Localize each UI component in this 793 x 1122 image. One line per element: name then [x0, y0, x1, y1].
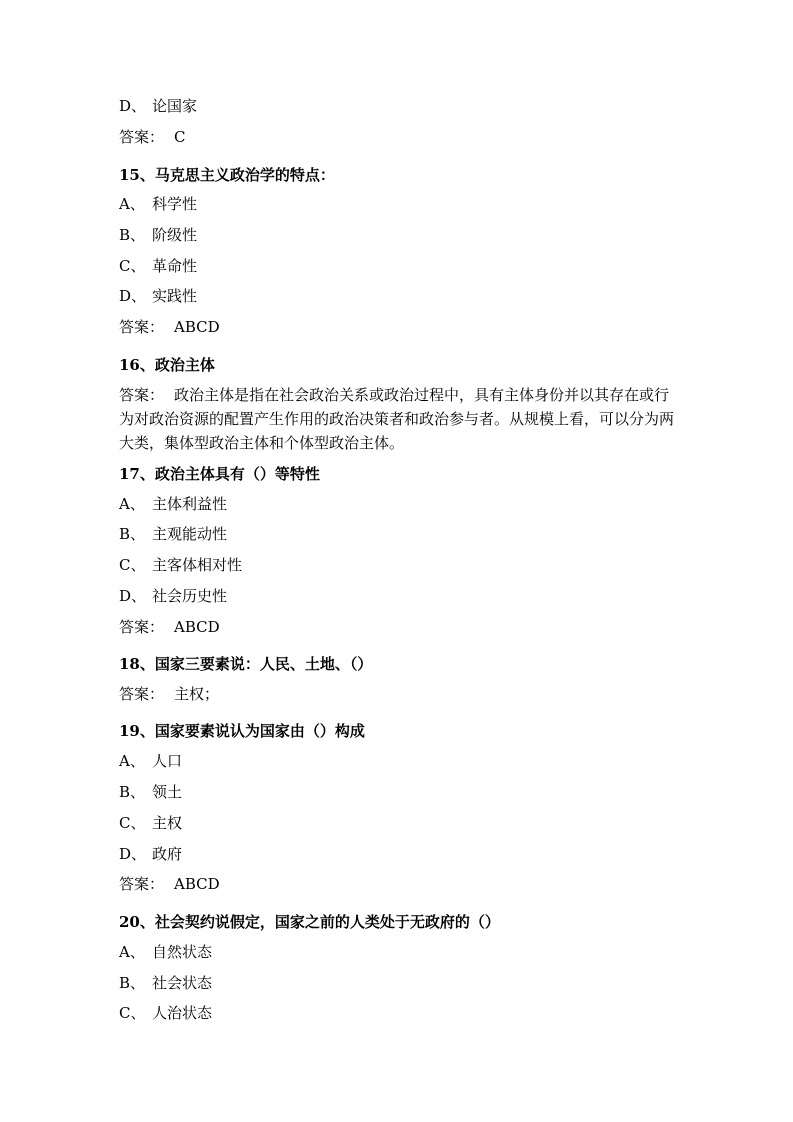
question-16: 16、政治主体	[119, 356, 215, 374]
option-text: 政府	[152, 845, 183, 863]
option-c-q15	[119, 256, 197, 276]
answer-text: ABCD	[174, 318, 220, 336]
option-letter: B、	[119, 783, 146, 801]
option-c-q20	[119, 1003, 212, 1023]
option-a-q17	[119, 494, 227, 514]
option-text: 人治状态	[152, 1004, 213, 1022]
option-b-q17	[119, 524, 227, 544]
option-letter: B、	[119, 974, 146, 992]
option-letter: A、	[119, 752, 145, 770]
option-text: 人口	[152, 752, 183, 770]
option-a-q20	[119, 942, 212, 962]
option-b-q19	[119, 782, 182, 802]
answer-text: 政治主体是指在社会政治关系或政治过程中，具有主体身份并以其存在或行为对政治资源的配置产生作用的政治决策者和政治参与者。从规模上看，可以分为两大类，集体型政治主体和个体型政治主体。	[119, 386, 675, 452]
option-letter: B、	[119, 226, 146, 244]
option-d-q14	[119, 96, 197, 116]
option-text: 科学性	[152, 195, 198, 213]
answer-q17	[119, 617, 220, 637]
option-text: 自然状态	[152, 943, 213, 961]
option-text: 主客体相对性	[152, 556, 243, 574]
option-d-q19	[119, 844, 182, 864]
option-letter: C、	[119, 556, 146, 574]
question-20: 20、社会契约说假定，国家之前的人类处于无政府的（）	[119, 913, 500, 931]
option-letter: C、	[119, 814, 146, 832]
option-d-q15	[119, 286, 197, 306]
answer-text: ABCD	[174, 618, 220, 636]
option-text: 实践性	[152, 287, 198, 305]
question-15: 15、马克思主义政治学的特点：	[119, 166, 335, 184]
answer-q16	[119, 383, 679, 455]
answer-label: 答案：	[119, 128, 165, 146]
option-text: 社会历史性	[152, 587, 228, 605]
answer-text: C	[174, 128, 186, 146]
option-text: 主观能动性	[152, 525, 228, 543]
option-a-q15	[119, 194, 197, 214]
option-text: 阶级性	[152, 226, 198, 244]
option-letter: C、	[119, 257, 146, 275]
option-letter: B、	[119, 525, 146, 543]
option-text: 社会状态	[152, 974, 213, 992]
answer-text: 主权；	[174, 685, 220, 703]
answer-label: 答案：	[119, 618, 165, 636]
option-letter: C、	[119, 1004, 146, 1022]
option-letter: D、	[119, 287, 147, 305]
option-letter: A、	[119, 195, 145, 213]
option-text: 革命性	[152, 257, 198, 275]
option-letter: A、	[119, 495, 145, 513]
option-text: 主体利益性	[152, 495, 228, 513]
option-b-q15	[119, 225, 197, 245]
option-b-q20	[119, 973, 212, 993]
question-17: 17、政治主体具有（）等特性	[119, 465, 320, 483]
option-c-q19	[119, 813, 182, 833]
answer-q19	[119, 874, 220, 894]
answer-label: 答案：	[119, 875, 165, 893]
question-19: 19、国家要素说认为国家由（）构成	[119, 722, 365, 740]
option-letter: D、	[119, 845, 147, 863]
option-c-q17	[119, 555, 242, 575]
option-text: 领土	[152, 783, 183, 801]
option-a-q19	[119, 751, 182, 771]
answer-label: 答案：	[119, 318, 165, 336]
option-letter: D、	[119, 587, 147, 605]
answer-text: ABCD	[174, 875, 220, 893]
answer-label: 答案：	[119, 685, 165, 703]
option-d-q17	[119, 586, 227, 606]
option-text: 论国家	[152, 97, 198, 115]
answer-q14	[119, 127, 185, 147]
option-letter: D、	[119, 97, 147, 115]
answer-label: 答案：	[119, 386, 165, 404]
option-letter: A、	[119, 943, 145, 961]
answer-q15	[119, 317, 220, 337]
question-18: 18、国家三要素说：人民、土地、（）	[119, 655, 373, 673]
answer-q18	[119, 684, 219, 704]
option-text: 主权	[152, 814, 183, 832]
